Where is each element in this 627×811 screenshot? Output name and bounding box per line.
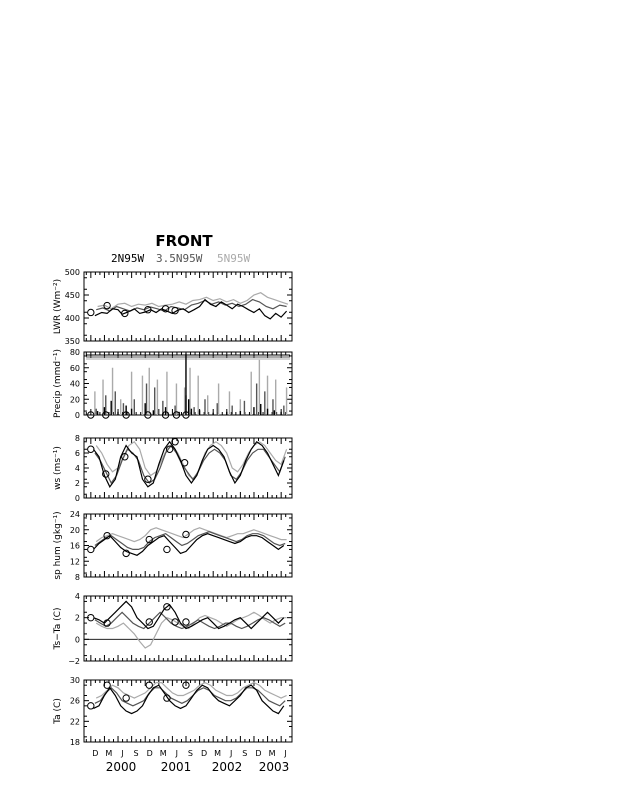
y-tick-label: 6 [74,449,80,458]
y-tick-label: −2 [68,657,80,666]
y-tick-label: 60 [69,363,80,373]
calibration-marker [88,546,94,552]
legend-item-3.5n95w: 3.5N95W [156,252,203,265]
y-tick-label: 16 [69,541,80,551]
x-axis [92,749,289,774]
y-tick-label: 22 [69,717,80,727]
series-line-5n95w [96,612,286,648]
panel-6 [53,676,292,747]
year-label: 2002 [211,760,243,774]
panel-4 [53,510,292,582]
legend [111,252,250,265]
calibration-marker [123,695,129,701]
y-tick-label: 8 [74,434,80,443]
calibration-marker [88,446,94,452]
y-tick-label: 20 [69,525,80,535]
y-tick-label: 0 [74,635,80,645]
series-group [94,442,287,487]
y-tick-label: 2 [74,613,80,623]
calibration-marker [183,619,189,625]
calibration-marker [164,546,170,552]
month-label: M [214,749,222,758]
y-tick-label: 400 [64,314,80,323]
series-line-3.5n95w [95,612,285,628]
month-label: J [121,749,124,758]
y-tick-label: 12 [69,557,80,567]
y-tick-label: 0 [74,494,80,503]
y-tick-label: 350 [64,337,80,346]
y-tick-label: 80 [69,348,80,357]
month-label: D [200,749,208,758]
series-line-2n95w [94,442,284,487]
y-tick-label: 0 [74,411,80,420]
y-tick-label: 450 [64,291,80,300]
month-label: J [284,749,287,758]
series-group [95,293,288,319]
y-axis-label: ws (ms⁻¹) [53,446,63,490]
month-label: S [133,749,139,758]
y-tick-label: 40 [69,379,80,389]
y-axis-label: Precip (mmd⁻¹) [53,349,63,418]
series-group [94,528,287,556]
y-axis-label: Ts−Ta (C) [53,607,63,650]
year-label: 2000 [105,760,137,774]
y-tick-label: 20 [69,395,80,405]
month-label: S [187,749,193,758]
calibration-marker [88,309,94,315]
series-line-5n95w [98,293,288,309]
panel-2 [53,348,292,420]
panel-1 [53,268,292,346]
month-label: M [105,749,113,758]
y-tick-label: 500 [64,268,80,277]
y-tick-label: 2 [74,479,80,488]
panel-frame [84,438,292,498]
y-tick-label: 24 [69,510,80,519]
month-label: J [175,749,179,758]
series-line-5n95w [96,528,286,542]
panel-frame [84,514,292,577]
panel-5 [53,592,292,666]
month-label: D [146,749,153,758]
month-label: M [159,749,167,758]
calibration-marker [146,619,152,625]
y-tick-label: 4 [74,464,80,473]
y-axis-label: Ta (C) [53,698,63,724]
month-label: D [92,749,99,758]
month-label: M [268,749,276,758]
series-group [94,601,287,648]
y-tick-label: 8 [74,573,80,582]
panel-3 [53,434,292,503]
calibration-marker [88,703,94,709]
month-label: S [242,749,248,758]
figure-title: FRONT [155,232,213,250]
y-axis-label: LWR (Wm⁻²) [53,278,63,335]
y-tick-label: 30 [69,676,80,685]
year-label: 2001 [160,760,192,774]
y-tick-label: 26 [69,696,80,706]
y-tick-label: 18 [69,738,80,747]
legend-item-2n95w: 2N95W [111,252,145,265]
year-label: 2003 [258,760,290,774]
legend-item-5n95w: 5N95W [217,252,251,265]
series-group [86,354,290,415]
month-label: J [230,749,233,758]
y-tick-label: 4 [74,592,80,601]
panels [53,268,292,747]
panel-frame [84,680,292,742]
month-label: D [255,749,262,758]
y-axis-label: sp hum (gkg⁻¹) [53,511,63,580]
